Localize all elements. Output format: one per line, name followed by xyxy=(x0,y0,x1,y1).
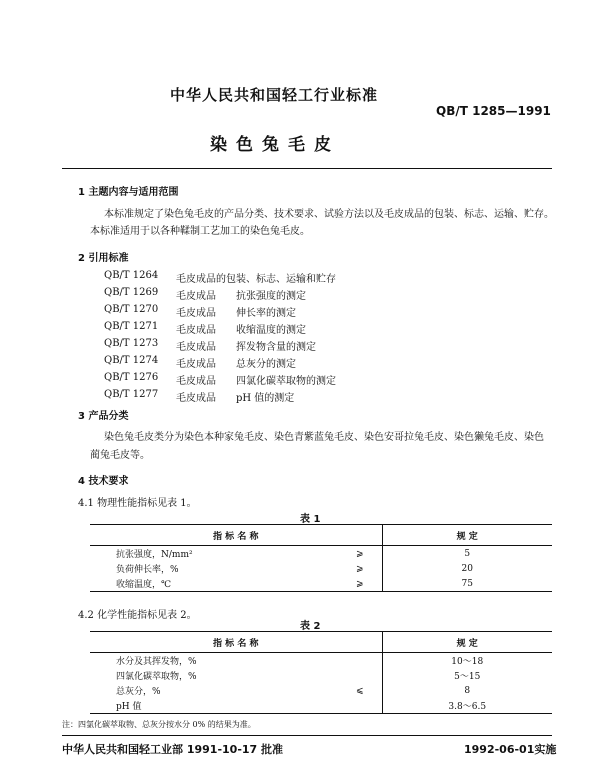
effective-date: 1992-06-01实施 xyxy=(464,743,557,756)
reference-name: 收缩温度的测定 xyxy=(236,325,306,336)
reference-code: QB/T 1264 xyxy=(104,270,159,281)
document-title: 染色兔毛皮 xyxy=(210,135,340,155)
section-3-paragraph: 染色兔毛皮类分为染色本种家兔毛皮、染色青紫蓝兔毛皮、染色安哥拉兔毛皮、染色獭兔毛皮、染色蔺兔毛皮等。 xyxy=(90,432,544,461)
indicator-name: 四氯化碳萃取物，% xyxy=(116,672,197,682)
spec-value: 10～18 xyxy=(382,653,552,669)
reference-name: 抗张强度的测定 xyxy=(236,291,306,302)
table-row xyxy=(90,653,552,669)
table-1-header-indicator: 指 标 名 称 xyxy=(90,525,382,546)
table-row xyxy=(90,576,552,592)
spec-value: 5 xyxy=(382,546,552,562)
reference-item xyxy=(104,338,316,353)
table-row xyxy=(90,668,552,683)
reference-category: 毛皮成品 xyxy=(176,393,216,404)
reference-item xyxy=(104,372,336,387)
spec-value: 20 xyxy=(382,561,552,576)
footer-rule xyxy=(62,735,552,736)
reference-code: QB/T 1276 xyxy=(104,372,159,383)
reference-category: 毛皮成品 xyxy=(176,291,216,302)
section-4-2-heading: 4.2 化学性能指标见表 2。 xyxy=(78,610,197,621)
issuing-organization: 中华人民共和国轻工行业标准 xyxy=(170,86,379,104)
table-2-header-indicator: 指 标 名 称 xyxy=(90,632,382,653)
section-3-heading: 3 产品分类 xyxy=(78,411,129,422)
section-4-1-heading: 4.1 物理性能指标见表 1。 xyxy=(78,498,197,509)
section-1-heading: 1 主题内容与适用范围 xyxy=(78,187,179,198)
reference-category: 毛皮成品 xyxy=(176,359,216,370)
header-rule xyxy=(62,168,552,169)
reference-name: 四氯化碳萃取物的测定 xyxy=(236,376,336,387)
indicator-name: 总灰分，% xyxy=(116,687,161,697)
indicator-name: 水分及其挥发物，% xyxy=(116,657,197,667)
reference-category: 毛皮成品 xyxy=(176,376,216,387)
table-2 xyxy=(90,631,552,714)
spec-value: 8 xyxy=(382,683,552,698)
standard-code: QB/T 1285—1991 xyxy=(436,104,551,118)
indicator-name: 抗张强度，N/mm² xyxy=(116,550,193,560)
table-2-note: 注：四氯化碳萃取物、总灰分按水分 0% 的结果为准。 xyxy=(62,720,256,729)
reference-code: QB/T 1269 xyxy=(104,287,159,298)
reference-category: 毛皮成品 xyxy=(176,325,216,336)
table-2-caption: 表 2 xyxy=(300,621,321,632)
reference-name: 总灰分的测定 xyxy=(236,359,296,370)
spec-value: 5～15 xyxy=(382,668,552,683)
reference-item xyxy=(104,355,296,370)
comparison-operator: ⩽ xyxy=(355,685,364,696)
comparison-operator: ⩾ xyxy=(355,548,364,559)
table-row xyxy=(90,698,552,714)
reference-code: QB/T 1273 xyxy=(104,338,159,349)
table-1-caption: 表 1 xyxy=(300,514,321,525)
reference-item xyxy=(104,304,296,319)
reference-code: QB/T 1270 xyxy=(104,304,159,315)
spec-value: 75 xyxy=(382,576,552,592)
section-1-paragraph-1: 本标准规定了染色兔毛皮的产品分类、技术要求、试验方法以及毛皮成品的包装、标志、运输、贮存。 xyxy=(104,209,554,220)
comparison-operator: ⩾ xyxy=(338,576,382,592)
indicator-name: 负荷伸长率，% xyxy=(116,565,179,575)
table-1 xyxy=(90,524,552,592)
reference-name: 伸长率的测定 xyxy=(236,308,296,319)
section-4-heading: 4 技术要求 xyxy=(78,476,129,487)
reference-category: 毛皮成品的包装、标志、运输和贮存 xyxy=(176,274,336,285)
comparison-operator: ⩾ xyxy=(355,563,364,574)
comparison-operator xyxy=(338,653,382,669)
table-row xyxy=(90,546,552,562)
indicator-name: pH 值 xyxy=(90,698,338,714)
reference-code: QB/T 1271 xyxy=(104,321,159,332)
reference-code: QB/T 1274 xyxy=(104,355,159,366)
reference-item xyxy=(104,389,294,404)
section-2-heading: 2 引用标准 xyxy=(78,253,129,264)
table-2-header-spec: 规 定 xyxy=(382,632,552,653)
comparison-operator xyxy=(338,698,382,714)
indicator-name: 收缩温度，℃ xyxy=(90,576,338,592)
reference-name: pH 值的测定 xyxy=(236,393,295,404)
reference-item xyxy=(104,287,306,302)
comparison-operator xyxy=(338,668,382,683)
section-1-paragraph-2: 本标准适用于以各种鞣制工艺加工的染色兔毛皮。 xyxy=(90,226,310,237)
reference-code: QB/T 1277 xyxy=(104,389,159,400)
spec-value: 3.8～6.5 xyxy=(382,698,552,714)
reference-category: 毛皮成品 xyxy=(176,342,216,353)
table-1-header-spec: 规 定 xyxy=(382,525,552,546)
reference-item xyxy=(104,270,336,285)
reference-category: 毛皮成品 xyxy=(176,308,216,319)
reference-item xyxy=(104,321,306,336)
table-row xyxy=(90,561,552,576)
approval-statement: 中华人民共和国轻工业部 1991-10-17 批准 xyxy=(62,743,284,756)
reference-name: 挥发物含量的测定 xyxy=(236,342,316,353)
table-row xyxy=(90,683,552,698)
